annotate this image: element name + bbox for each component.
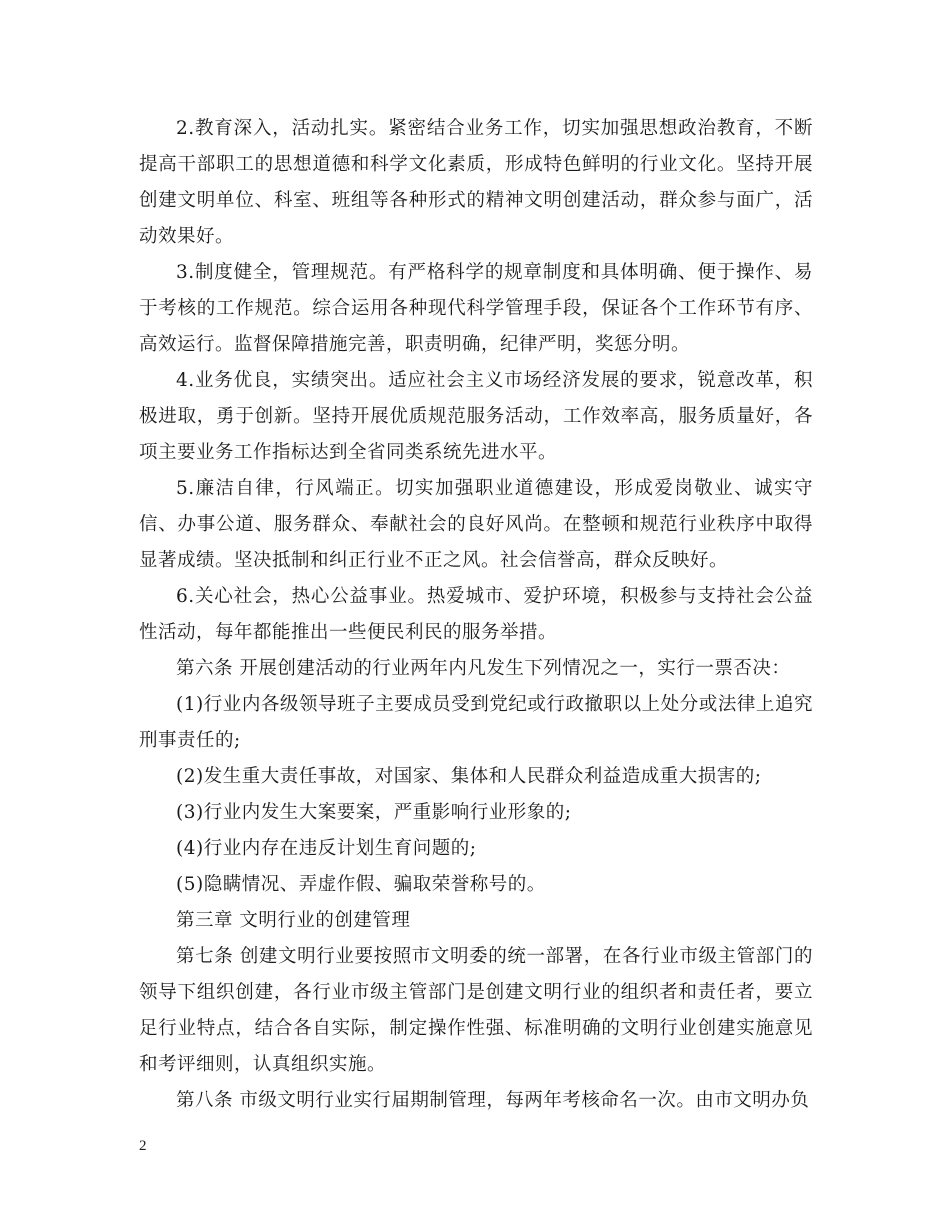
paragraph-item-4: 4.业务优良，实绩突出。适应社会主义市场经济发展的要求，锐意改革，积极进取，勇于创新。坚持开展优质规范服务活动，工作效率高，服务质量好，各项主要业务工作指标达到全省同类系统先进水平。 (139, 370, 813, 463)
paragraph-item-3: 3.制度健全，管理规范。有严格科学的规章制度和具体明确、便于操作、易于考核的工作规范。综合运用各种现代科学管理手段，保证各个工作环节有序、高效运行。监督保障措施完善，职责明确，纪律严明，奖惩分明。 (139, 262, 813, 355)
veto-item-2: (2)发生重大责任事故，对国家、集体和人民群众利益造成重大损害的; (176, 766, 762, 787)
paragraph-item-6: 6.关心社会，热心公益事业。热爱城市、爱护环境，积极参与支持社会公益性活动，每年都能推出一些便民利民的服务举措。 (139, 586, 813, 643)
veto-item-4: (4)行业内存在违反计划生育问题的; (176, 838, 477, 859)
veto-item-5: (5)隐瞒情况、弄虚作假、骗取荣誉称号的。 (176, 874, 546, 895)
paragraph-item-5: 5.廉洁自律，行风端正。切实加强职业道德建设，形成爱岗敬业、诚实守信、办事公道、服务群众、奉献社会的良好风尚。在整顿和规范行业秩序中取得显著成绩。坚决抵制和纠正行业不正之风。社会信誉高，群众反映好。 (139, 478, 813, 571)
paragraph-item-2: 2.教育深入，活动扎实。紧密结合业务工作，切实加强思想政治教育，不断提高干部职工的思想道德和科学文化素质，形成特色鲜明的行业文化。坚持开展创建文明单位、科室、班组等各种形式的精神文明创建活动，群众参与面广，活动效果好。 (139, 118, 813, 247)
chapter-3-heading: 第三章 文明行业的创建管理 (176, 910, 411, 931)
article-6-heading: 第六条 开展创建活动的行业两年内凡发生下列情况之一，实行一票否决： (176, 658, 791, 679)
veto-item-3: (3)行业内发生大案要案，严重影响行业形象的; (176, 802, 572, 823)
document-body (139, 111, 813, 1119)
veto-item-1: (1)行业内各级领导班子主要成员受到党纪或行政撤职以上处分或法律上追究刑事责任的; (139, 694, 813, 751)
article-8: 第八条 市级文明行业实行届期制管理，每两年考核命名一次。由市文明办负 (176, 1090, 810, 1111)
page-number: 2 (139, 1138, 147, 1154)
article-7: 第七条 创建文明行业要按照市文明委的统一部署，在各行业市级主管部门的领导下组织创建，各行业市级主管部门是创建文明行业的组织者和责任者，要立足行业特点，结合各自实际，制定操作性强、标准明确的文明行业创建实施意见和考评细则，认真组织实施。 (139, 946, 813, 1075)
